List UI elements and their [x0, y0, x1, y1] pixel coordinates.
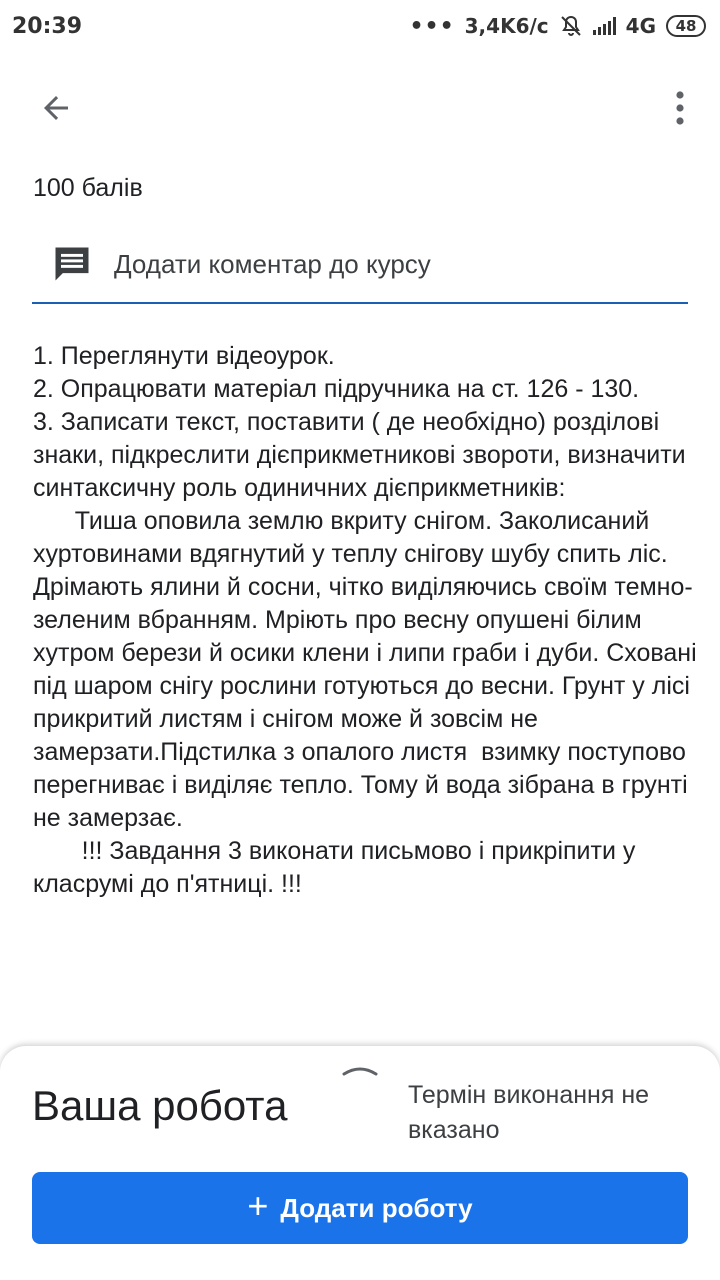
add-class-comment-button[interactable]: [32, 226, 688, 304]
plus-icon: +: [247, 1185, 269, 1226]
status-indicators: [409, 14, 706, 39]
chevron-up-icon[interactable]: [340, 1060, 380, 1080]
battery-level: 48: [675, 17, 697, 35]
comment-label: Додати коментар до курсу: [114, 248, 431, 279]
arrow-back-icon: [38, 90, 74, 126]
assignment-points: 100 балів: [33, 174, 143, 202]
network-type: 4G: [625, 14, 656, 38]
status-bar: [0, 0, 720, 52]
comment-icon: [50, 242, 94, 286]
more-vert-icon: [674, 90, 686, 126]
your-work-title: Ваша робота: [32, 1082, 288, 1129]
network-speed: 3,4K6/c: [464, 14, 549, 38]
signal-icon: [593, 17, 616, 35]
assignment-instructions: 1. Переглянути відеоурок. 2. Опрацювати матеріал підручника на ст. 126 - 130. 3. Записати текст, поставити ( де необхідно) розділові знаки, підкреслити дієприкметникові звороти, визначити синтаксичну роль одиничних дієприкметників: Тиша оповила землю вкриту снігом. Заколисаний хуртовинами вдягнутий у теплу снігову шубу спить ліс. Дрімають ялини й сосни, чітко виділяючись своїм темно-зеленим вбранням. Мріють про весну опушені білим хутром берези й осики клени і липи граби і дуби. Сховані під шаром снігу рослини готуються до весни. Грунт у лісі прикритий листям і снігом може й зовсім не замерзати.Підстилка з опалого листя взимку поступово перегниває і виділяє тепло. Тому й вода зібрана в грунті не замерзає. !!! Завдання 3 виконати письмово і прикріпити у класрумі до п'ятниці. !!!: [33, 342, 697, 898]
add-work-button[interactable]: [32, 1172, 688, 1244]
your-work-sheet[interactable]: [0, 1046, 720, 1280]
add-work-label: Додати роботу: [280, 1192, 473, 1223]
status-time: 20:39: [12, 13, 83, 39]
back-button[interactable]: [28, 80, 84, 136]
battery-icon: [666, 15, 706, 37]
app-bar: [0, 70, 720, 140]
more-options-button[interactable]: [660, 80, 700, 136]
muted-bell-icon: [559, 14, 583, 38]
notification-dots-icon: •••: [409, 13, 455, 39]
due-date-text: Термін виконання не вказано: [408, 1081, 650, 1144]
